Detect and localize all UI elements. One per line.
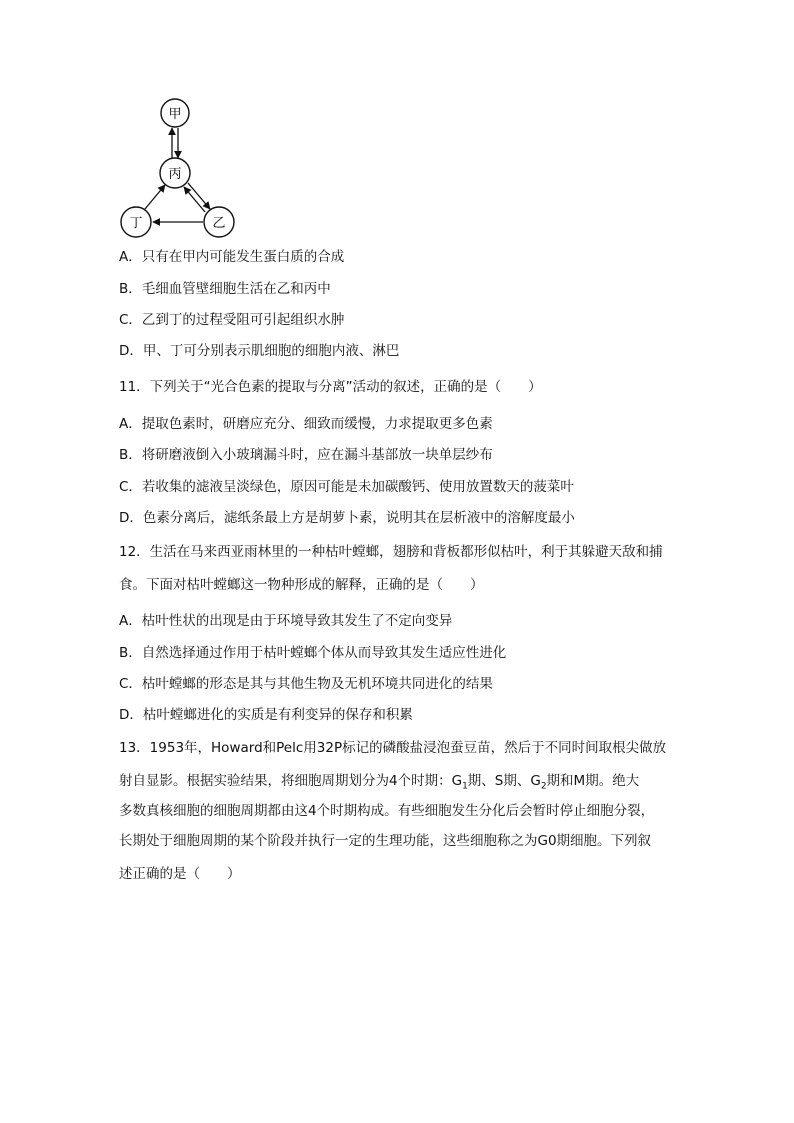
q12-option-b: B．自然选择通过作用于枯叶螳螂个体从而导致其发生适应性进化 [119, 645, 507, 661]
q12-stem-line2: 食。下面对枯叶螳螂这一物种形成的解释，正确的是（ ） [119, 577, 484, 593]
q13-line2-part3: 期和M期。绝大 [546, 773, 640, 789]
arrow-ding-to-bing [145, 185, 165, 209]
q13-g2-subscript: 2 [540, 781, 547, 792]
q10-option-b: B．毛细血管壁细胞生活在乙和丙中 [119, 281, 331, 297]
q12-option-d: D．枯叶螳螂进化的实质是有利变异的保存和积累 [119, 707, 413, 723]
q11-option-c: C．若收集的滤液呈淡绿色，原因可能是未加碳酸钙、使用放置数天的菠菜叶 [119, 479, 574, 495]
node-yi-label: 乙 [212, 216, 226, 231]
q11-stem: 11．下列关于“光合色素的提取与分离”活动的叙述，正确的是（ ） [119, 379, 542, 395]
q13-line4: 长期处于细胞周期的某个阶段并执行一定的生理功能，这些细胞称之为G0期细胞。下列叙 [119, 833, 652, 849]
node-yi [204, 207, 234, 237]
q10-option-a: A．只有在甲内可能发生蛋白质的合成 [119, 249, 345, 265]
node-bing [160, 158, 190, 188]
q13-line5: 述正确的是（ ） [119, 866, 241, 882]
node-ding [121, 207, 151, 237]
q12-option-a: A．枯叶性状的出现是由于环境导致其发生了不定向变异 [119, 613, 453, 629]
node-jia-label: 甲 [168, 107, 182, 122]
q13-line2 [119, 771, 639, 791]
q13-line2-part2: 期、S期、G [467, 773, 541, 789]
q11-option-b: B．将研磨液倒入小玻璃漏斗时，应在漏斗基部放一块单层纱布 [119, 447, 493, 463]
q13-line2-part1: 射自显影。根据实验结果，将细胞周期划分为4个时期：G [119, 773, 463, 789]
node-bing-label: 丙 [168, 167, 182, 182]
fluid-relationship-diagram [112, 92, 252, 242]
q10-option-d: D．甲、丁可分别表示肌细胞的细胞内液、淋巴 [119, 343, 400, 359]
q12-stem-line1: 12．生活在马来西亚雨林里的一种枯叶螳螂，翅膀和背板都形似枯叶，利于其躲避天敌和捕 [119, 544, 663, 560]
q11-option-a: A．提取色素时，研磨应充分、细致而缓慢，力求提取更多色素 [119, 416, 493, 432]
q13-g1-subscript: 1 [462, 781, 468, 792]
q13-line3: 多数真核细胞的细胞周期都由这4个时期构成。有些细胞发生分化后会暂时停止细胞分裂， [119, 803, 655, 819]
q13-line1: 13．1953年，Howard和Pelc用32P标记的磷酸盐浸泡蚕豆苗，然后于不同时间取根尖做放 [119, 740, 667, 756]
node-jia [161, 99, 189, 127]
q12-option-c: C．枯叶螳螂的形态是其与其他生物及无机环境共同进化的结果 [119, 676, 493, 692]
q10-option-c: C．乙到丁的过程受阻可引起组织水肿 [119, 312, 345, 328]
node-ding-label: 丁 [129, 216, 143, 231]
q11-option-d: D．色素分离后，滤纸条最上方是胡萝卜素，说明其在层析液中的溶解度最小 [119, 510, 575, 526]
